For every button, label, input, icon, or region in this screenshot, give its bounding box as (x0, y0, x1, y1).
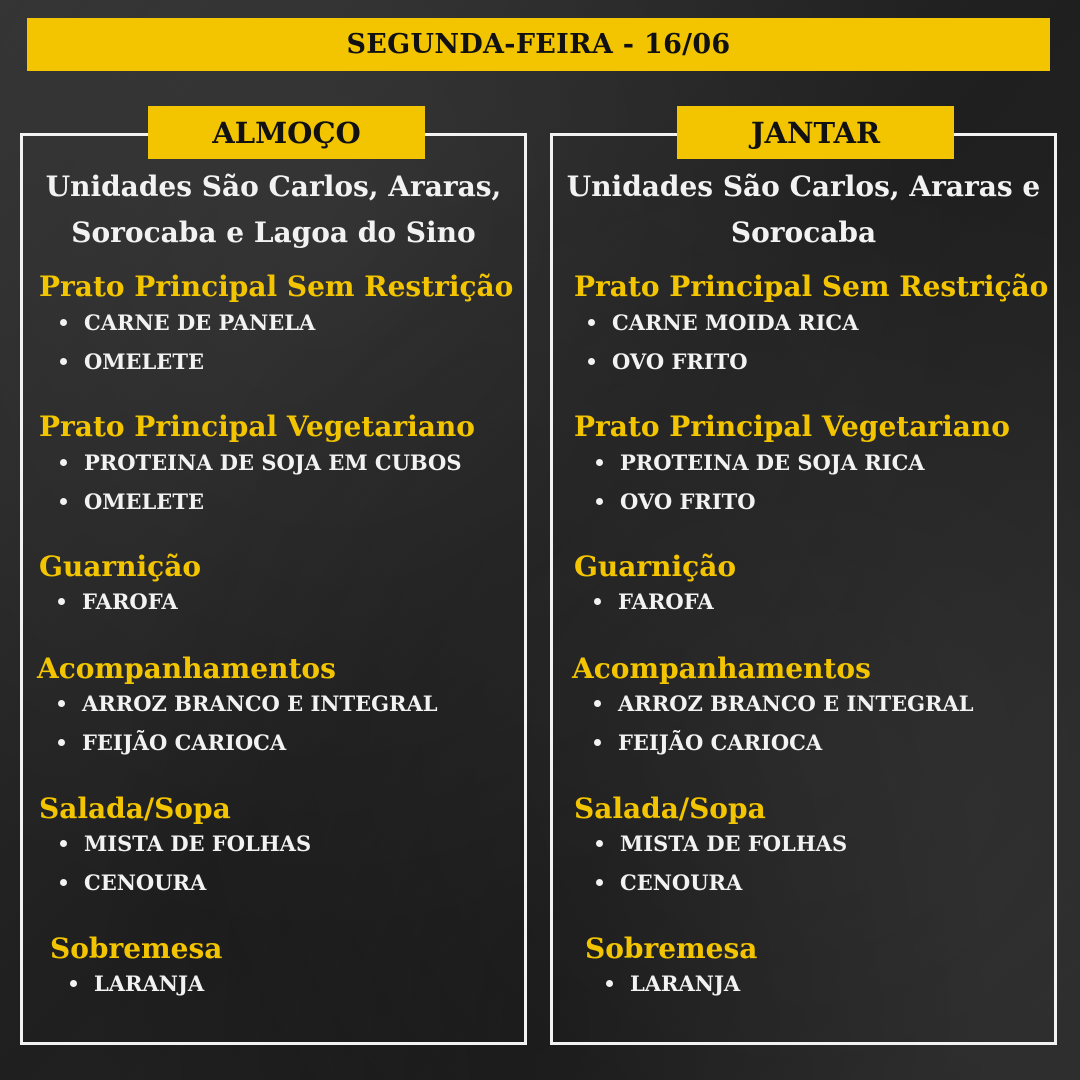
lunch-section-garnish-title: Guarnição (39, 550, 202, 583)
bullet-icon (60, 879, 67, 886)
dinner-title: JANTAR (750, 115, 881, 150)
lunch-section-sides-title: Acompanhamentos (37, 652, 336, 685)
dinner-main-item-1 (588, 310, 858, 335)
lunch-main-item-1 (60, 310, 315, 335)
bullet-icon (606, 980, 613, 987)
lunch-tag (148, 106, 425, 159)
dinner-sides-item-1 (594, 691, 974, 716)
lunch-units-line-2: Sorocaba e Lagoa do Sino (71, 216, 476, 249)
dinner-units-line-1: Unidades São Carlos, Araras e (566, 170, 1041, 203)
item-label: OVO FRITO (612, 349, 748, 374)
day-title: SEGUNDA-FEIRA - 16/06 (346, 29, 731, 60)
bullet-icon (60, 358, 67, 365)
dinner-section-veg-title: Prato Principal Vegetariano (574, 410, 1010, 443)
lunch-sides-item-1 (58, 691, 438, 716)
dinner-main-item-2 (588, 349, 748, 374)
item-label: OVO FRITO (620, 489, 756, 514)
item-label: OMELETE (84, 489, 204, 514)
item-label: CARNE MOIDA RICA (612, 310, 859, 335)
bullet-icon (58, 598, 65, 605)
bullet-icon (60, 840, 67, 847)
bullet-icon (588, 358, 595, 365)
bullet-icon (594, 700, 601, 707)
bullet-icon (594, 739, 601, 746)
lunch-section-salad-title: Salada/Sopa (39, 792, 231, 825)
item-label: ARROZ BRANCO E INTEGRAL (618, 691, 974, 716)
lunch-salad-item-1 (60, 831, 311, 856)
lunch-sides-item-2 (58, 730, 286, 755)
dinner-units-line-2: Sorocaba (730, 216, 877, 249)
lunch-salad-item-2 (60, 870, 206, 895)
item-label: CENOURA (84, 870, 207, 895)
lunch-title: ALMOÇO (212, 115, 361, 150)
bullet-icon (60, 459, 67, 466)
bullet-icon (60, 498, 67, 505)
item-label: CENOURA (620, 870, 743, 895)
bullet-icon (70, 980, 77, 987)
lunch-veg-item-2 (60, 489, 204, 514)
lunch-section-veg-title: Prato Principal Vegetariano (39, 410, 475, 443)
lunch-veg-item-1 (60, 450, 462, 475)
bullet-icon (594, 598, 601, 605)
item-label: MISTA DE FOLHAS (620, 831, 848, 856)
lunch-units (22, 164, 525, 256)
lunch-section-dessert-title: Sobremesa (50, 932, 223, 965)
item-label: FEIJÃO CARIOCA (618, 730, 823, 755)
item-label: PROTEINA DE SOJA EM CUBOS (84, 450, 462, 475)
bullet-icon (596, 459, 603, 466)
bullet-icon (596, 498, 603, 505)
item-label: FAROFA (618, 589, 714, 614)
dinner-sides-item-2 (594, 730, 822, 755)
dinner-veg-item-1 (596, 450, 925, 475)
bullet-icon (58, 739, 65, 746)
item-label: LARANJA (94, 971, 205, 996)
item-label: MISTA DE FOLHAS (84, 831, 312, 856)
bullet-icon (58, 700, 65, 707)
dinner-section-main-title: Prato Principal Sem Restrição (574, 270, 1049, 303)
dinner-units (552, 164, 1055, 256)
dinner-salad-item-2 (596, 870, 742, 895)
dinner-section-sides-title: Acompanhamentos (572, 652, 871, 685)
item-label: PROTEINA DE SOJA RICA (620, 450, 925, 475)
bullet-icon (588, 319, 595, 326)
item-label: ARROZ BRANCO E INTEGRAL (82, 691, 438, 716)
dinner-salad-item-1 (596, 831, 847, 856)
lunch-garnish-item-1 (58, 589, 178, 614)
dinner-section-garnish-title: Guarnição (574, 550, 737, 583)
lunch-main-item-2 (60, 349, 204, 374)
bullet-icon (60, 319, 67, 326)
dinner-garnish-item-1 (594, 589, 714, 614)
lunch-units-line-1: Unidades São Carlos, Araras, (45, 170, 502, 203)
item-label: FEIJÃO CARIOCA (82, 730, 287, 755)
day-banner (27, 18, 1050, 71)
bullet-icon (596, 840, 603, 847)
dinner-veg-item-2 (596, 489, 756, 514)
dinner-tag (677, 106, 954, 159)
dinner-section-dessert-title: Sobremesa (585, 932, 758, 965)
dinner-dessert-item-1 (606, 971, 740, 996)
bullet-icon (596, 879, 603, 886)
lunch-section-main-title: Prato Principal Sem Restrição (39, 270, 514, 303)
item-label: FAROFA (82, 589, 178, 614)
dinner-section-salad-title: Salada/Sopa (574, 792, 766, 825)
lunch-dessert-item-1 (70, 971, 204, 996)
item-label: LARANJA (630, 971, 741, 996)
item-label: OMELETE (84, 349, 204, 374)
item-label: CARNE DE PANELA (84, 310, 316, 335)
